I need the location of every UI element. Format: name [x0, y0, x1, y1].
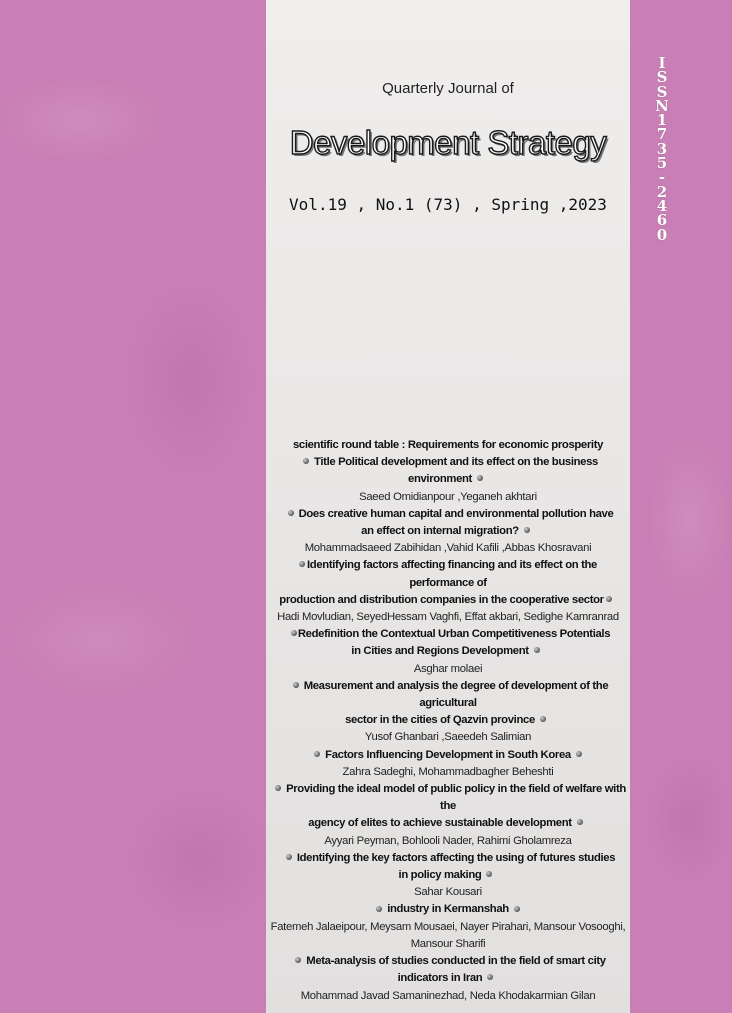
bullet-icon: [540, 716, 546, 722]
article-title: industry in Kermanshah: [387, 903, 509, 916]
article-authors: Asghar molaei: [413, 662, 483, 675]
article-entry: [266, 626, 630, 678]
article-title: in Cities and Regions Development: [351, 645, 529, 658]
bullet-icon: [288, 510, 294, 516]
article-title: indicators in Iran: [397, 972, 483, 985]
bullet-icon: [487, 974, 493, 980]
article-title: Title Political development and its effect on the business environment: [314, 456, 598, 486]
bullet-icon: [376, 906, 382, 912]
bullet-icon: [576, 751, 582, 757]
article-title: Redefinition the Contextual Urban Competitiveness Potentials: [297, 628, 611, 641]
article-title: production and distribution companies in the cooperative sector: [279, 593, 604, 606]
issn-vertical-label: I S S N 1 7 3 5 - 2 4 6 0: [655, 54, 669, 244]
bullet-icon: [486, 871, 492, 877]
bullet-icon: [524, 527, 530, 533]
bullet-icon: [275, 785, 281, 791]
article-title: Identifying the key factors affecting the using of futures studies: [296, 851, 616, 864]
article-entry: [266, 747, 630, 781]
article-entry: [266, 557, 630, 626]
article-authors: Zahra Sadeghi, Mohammadbagher Beheshti: [342, 765, 554, 778]
article-title: Providing the ideal model of public policy in the field of welfare with the: [286, 783, 626, 813]
article-title: Identifying factors affecting financing and its effect on the performance of: [307, 559, 597, 589]
article-title: Does creative human capital and environmental pollution have: [298, 507, 614, 520]
article-authors: Hadi Movludian, SeyedHessam Vaghfi, Effat akbari, Sedighe Kamranrad: [277, 611, 619, 624]
article-authors: Yusof Ghanbari ,Saeedeh Salimian: [364, 731, 532, 744]
bullet-icon: [477, 475, 483, 481]
article-authors: Fatemeh Jalaeipour, Meysam Mousaei, Nayer Pirahari, Mansour Vosooghi,: [270, 920, 626, 933]
article-authors: Mansour Sharifi: [410, 937, 486, 950]
article-title: in policy making: [398, 869, 482, 882]
article-authors: Ayyari Peyman, Bohlooli Nader, Rahimi Gholamreza: [324, 834, 572, 847]
article-entry: [266, 901, 630, 953]
volume-info: Vol.19 , No.1 (73) , Spring ,2023: [289, 195, 607, 214]
article-authors: Mohammad Javad Samaninezhad, Neda Khodakarmian Gilan: [300, 989, 596, 1002]
bullet-icon: [291, 630, 297, 636]
article-entry: [266, 953, 630, 1005]
article-title: Meta-analysis of studies conducted in the field of smart city: [306, 955, 606, 968]
article-title: agency of elites to achieve sustainable development: [308, 817, 572, 830]
table-of-contents: [266, 437, 630, 1005]
article-title: sector in the cities of Qazvin province: [345, 714, 535, 727]
article-title: Factors Influencing Development in South Korea: [325, 748, 571, 761]
bullet-icon: [514, 906, 520, 912]
article-entry: [266, 850, 630, 902]
article-entry: [266, 678, 630, 747]
article-authors: Mohammadsaeed Zabihidan ,Vahid Kafili ,Abbas Khosravani: [304, 542, 592, 555]
article-entry: [266, 781, 630, 850]
round-table-title: scientific round table : Requirements for economic prosperity: [292, 439, 604, 451]
article-title: an effect on internal migration?: [361, 525, 519, 538]
bullet-icon: [299, 561, 305, 567]
bullet-icon: [534, 647, 540, 653]
article-entry: [266, 506, 630, 558]
article-title: Measurement and analysis the degree of development of the agricultural: [303, 679, 609, 710]
article-entry: [266, 454, 630, 506]
bullet-icon: [295, 957, 301, 963]
bullet-icon: [606, 596, 612, 602]
article-authors: Saeed Omidianpour ,Yeganeh akhtari: [359, 490, 537, 503]
bullet-icon: [314, 751, 320, 757]
journal-subtitle: Quarterly Journal of: [382, 80, 514, 97]
bullet-icon: [293, 682, 299, 688]
bullet-icon: [303, 458, 309, 464]
bullet-icon: [577, 819, 583, 825]
journal-title: Development Strategy: [289, 124, 607, 161]
round-table-entry: [266, 437, 630, 454]
article-authors: Sahar Kousari: [414, 886, 482, 899]
bullet-icon: [286, 854, 292, 860]
